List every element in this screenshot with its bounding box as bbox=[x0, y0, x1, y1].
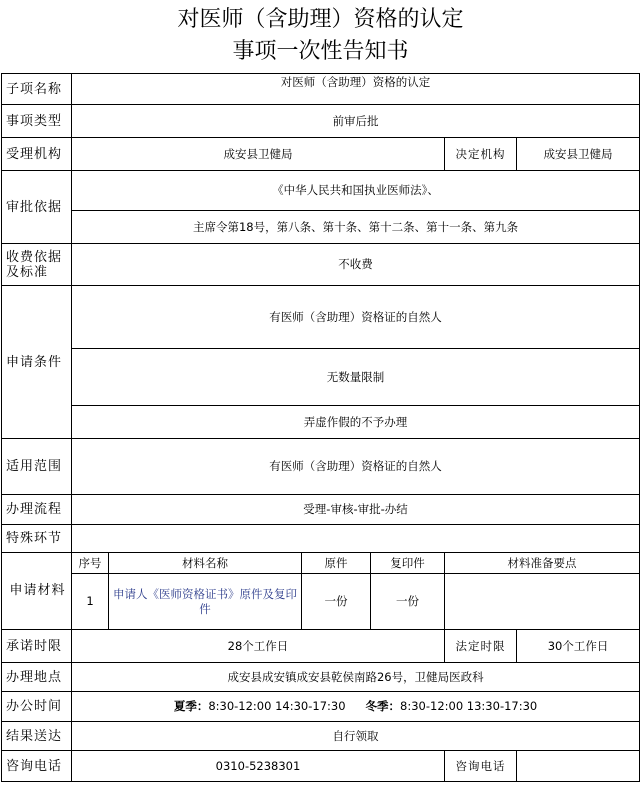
delivery-label: 结果送达 bbox=[2, 722, 72, 751]
condition-item: 无数量限制 bbox=[72, 349, 640, 406]
item-type-value: 前审后批 bbox=[72, 105, 640, 138]
conditions-label: 申请条件 bbox=[2, 286, 72, 439]
time-limit-value: 28个工作日 bbox=[72, 630, 445, 663]
phone-value-2 bbox=[517, 751, 640, 782]
hours-label: 办公时间 bbox=[2, 692, 72, 722]
row-location bbox=[2, 663, 640, 692]
legal-limit-value: 30个工作日 bbox=[517, 630, 640, 663]
row-basis-2 bbox=[2, 211, 640, 244]
fee-label: 收费依据及标准 bbox=[2, 244, 72, 286]
row-delivery bbox=[2, 722, 640, 751]
materials-header-row bbox=[2, 553, 640, 574]
special-value bbox=[72, 525, 640, 553]
row-conditions-2 bbox=[2, 349, 640, 406]
material-original: 一份 bbox=[302, 574, 371, 630]
scope-value: 有医师（含助理）资格证的自然人 bbox=[72, 439, 640, 495]
material-copy: 一份 bbox=[371, 574, 445, 630]
phone-value: 0310-5238301 bbox=[72, 751, 445, 782]
phone-label-2: 咨询电话 bbox=[445, 751, 517, 782]
row-item-type bbox=[2, 105, 640, 138]
decision-agency-label: 决定机构 bbox=[445, 138, 517, 171]
summer-label: 夏季： bbox=[173, 699, 209, 713]
location-value: 成安县成安镇成安县乾侯南路26号，卫健局医政科 bbox=[72, 663, 640, 692]
document-title: 对医师（含助理）资格的认定 bbox=[177, 7, 464, 32]
material-name: 申请人《医师资格证书》原件及复印件 bbox=[109, 574, 302, 630]
hours-value bbox=[72, 692, 640, 722]
time-limit-label: 承诺时限 bbox=[2, 630, 72, 663]
row-basis-1 bbox=[2, 171, 640, 211]
basis-line-1: 《中华人民共和国执业医师法》、 bbox=[72, 171, 640, 211]
row-fee bbox=[2, 244, 640, 286]
agency-value: 成安县卫健局 bbox=[72, 138, 445, 171]
sub-item-label: 子项名称 bbox=[2, 74, 72, 105]
scope-label: 适用范围 bbox=[2, 439, 72, 495]
row-process bbox=[2, 495, 640, 525]
materials-header-original: 原件 bbox=[302, 553, 371, 574]
materials-header-notes: 材料准备要点 bbox=[445, 553, 640, 574]
process-label: 办理流程 bbox=[2, 495, 72, 525]
materials-header-copy: 复印件 bbox=[371, 553, 445, 574]
row-hours bbox=[2, 692, 640, 722]
winter-hours: 8:30-12:00 13:30-17:30 bbox=[400, 699, 538, 713]
row-agency bbox=[2, 138, 640, 171]
materials-label: 申请材料 bbox=[2, 553, 72, 630]
winter-label: 冬季： bbox=[365, 699, 401, 713]
basis-label: 审批依据 bbox=[2, 171, 72, 244]
document-subtitle: 事项一次性告知书 bbox=[232, 39, 409, 64]
phone-label: 咨询电话 bbox=[2, 751, 72, 782]
row-conditions-1 bbox=[2, 286, 640, 349]
table-row bbox=[2, 574, 640, 630]
legal-limit-label: 法定时限 bbox=[445, 630, 517, 663]
summer-hours: 8:30-12:00 14:30-17:30 bbox=[208, 699, 346, 713]
decision-agency-value: 成安县卫健局 bbox=[517, 138, 640, 171]
materials-header-no: 序号 bbox=[72, 553, 109, 574]
row-time-limit bbox=[2, 630, 640, 663]
agency-label: 受理机构 bbox=[2, 138, 72, 171]
process-value: 受理-审核-审批-办结 bbox=[72, 495, 640, 525]
row-conditions-3 bbox=[2, 406, 640, 439]
location-label: 办理地点 bbox=[2, 663, 72, 692]
material-no: 1 bbox=[72, 574, 109, 630]
basis-line-2: 主席令第18号，第八条、第十条、第十二条、第十一条、第九条 bbox=[72, 211, 640, 244]
materials-header-name: 材料名称 bbox=[109, 553, 302, 574]
special-label: 特殊环节 bbox=[2, 525, 72, 553]
row-scope bbox=[2, 439, 640, 495]
row-sub-item bbox=[2, 74, 640, 105]
fee-value: 不收费 bbox=[72, 244, 640, 286]
condition-item: 弄虚作假的不予办理 bbox=[72, 406, 640, 439]
delivery-value: 自行领取 bbox=[72, 722, 640, 751]
material-notes bbox=[445, 574, 640, 630]
item-type-label: 事项类型 bbox=[2, 105, 72, 138]
row-special bbox=[2, 525, 640, 553]
notice-table bbox=[1, 73, 640, 782]
row-phone bbox=[2, 751, 640, 782]
condition-item: 有医师（含助理）资格证的自然人 bbox=[72, 286, 640, 349]
sub-item-value: 对医师（含助理）资格的认定 bbox=[72, 74, 640, 105]
